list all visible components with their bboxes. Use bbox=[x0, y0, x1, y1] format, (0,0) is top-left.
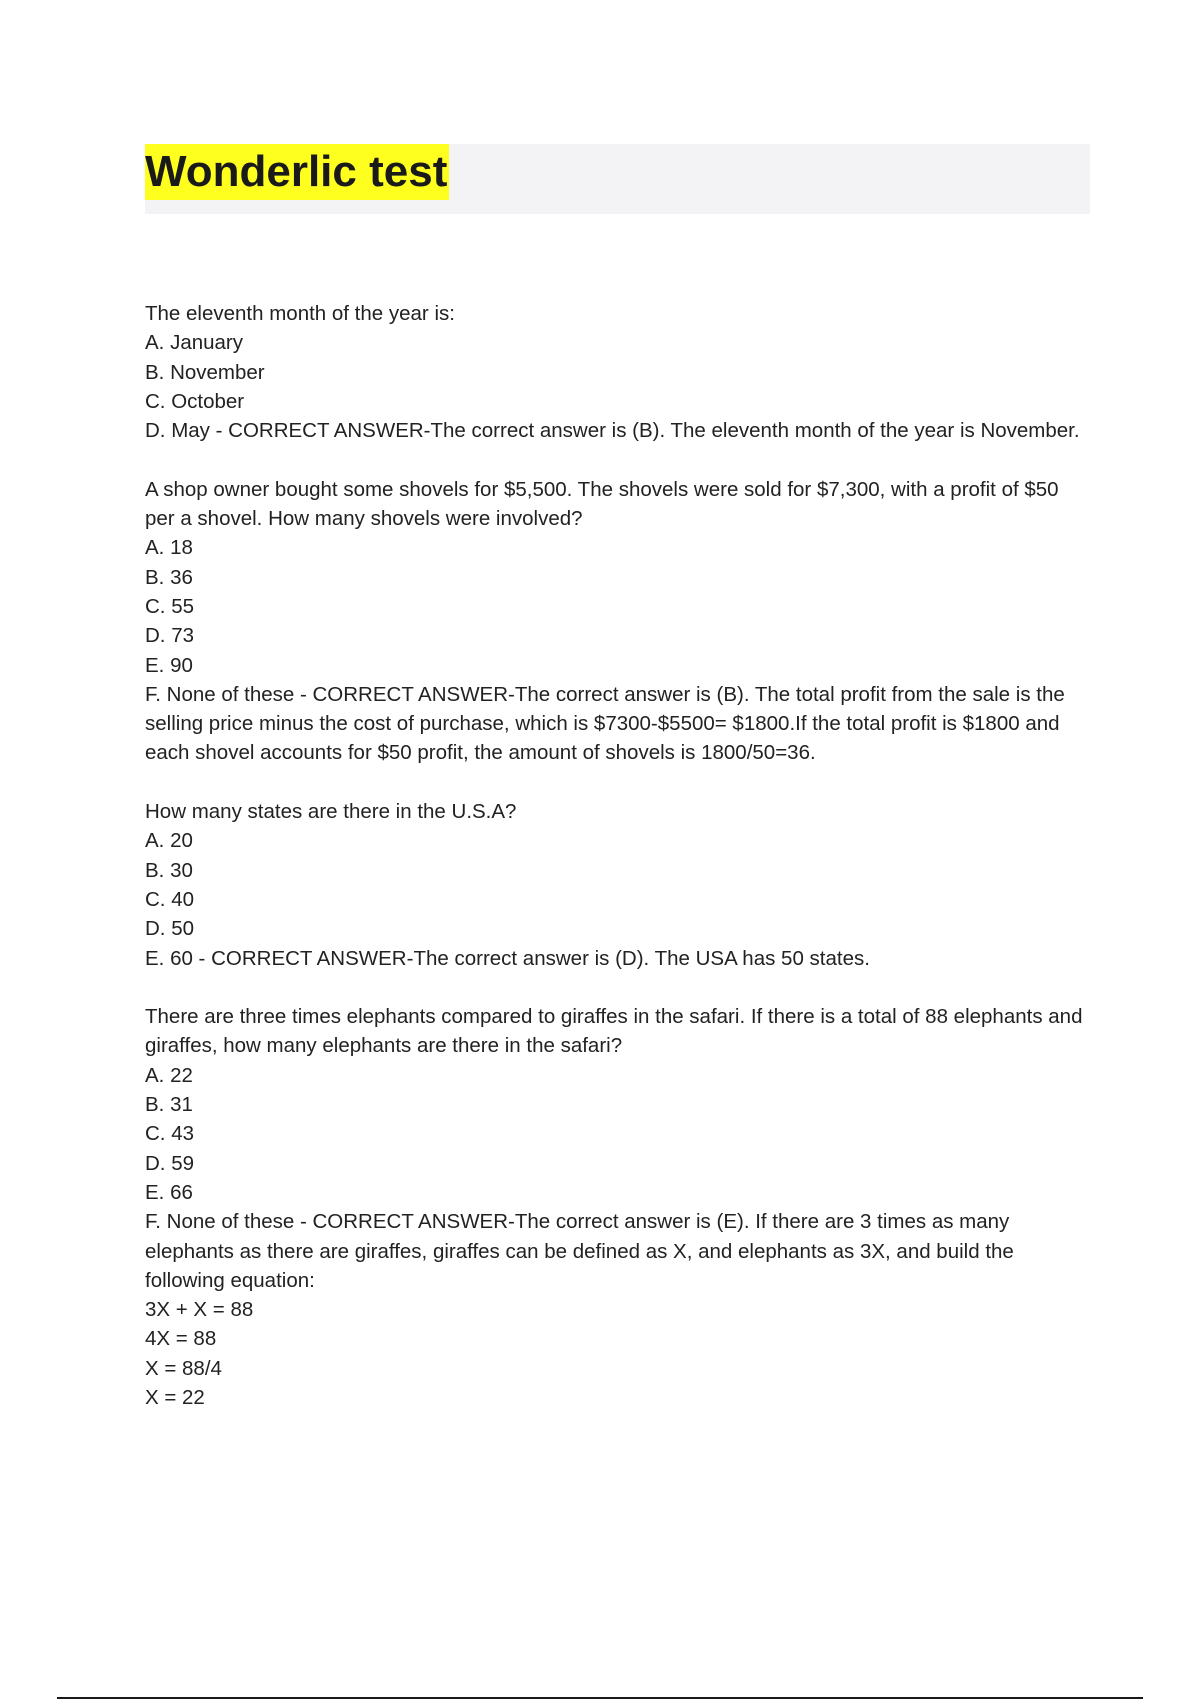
answer-option: B. 36 bbox=[145, 565, 193, 589]
question-1 bbox=[145, 299, 1090, 445]
answer-option: A. 18 bbox=[145, 536, 193, 560]
answer-option-with-explanation: F. None of these - CORRECT ANSWER-The correct answer is (E). If there are 3 times as many elephants as there are giraffes, giraffes can be defined as X, and elephants as 3X, and build the following equation: bbox=[145, 1210, 1020, 1292]
answer-option: D. 50 bbox=[145, 917, 194, 941]
answer-option: A. 20 bbox=[145, 829, 193, 853]
answer-option: A. 22 bbox=[145, 1063, 193, 1087]
equation-step: X = 88/4 bbox=[145, 1356, 222, 1380]
question-prompt: The eleventh month of the year is: bbox=[145, 302, 455, 325]
question-prompt: There are three times elephants compared to giraffes in the safari. If there is a total of 88 elephants and giraffes, how many elephants are there in the safari? bbox=[145, 1005, 1089, 1058]
answer-option: E. 90 bbox=[145, 653, 193, 677]
page-bottom-rule bbox=[57, 1697, 1143, 1699]
answer-option: C. 40 bbox=[145, 887, 194, 911]
answer-option: C. 55 bbox=[145, 594, 194, 618]
answer-option: D. 73 bbox=[145, 624, 194, 648]
answer-option: D. 59 bbox=[145, 1151, 194, 1175]
question-4 bbox=[145, 1002, 1090, 1412]
equation-step: 4X = 88 bbox=[145, 1327, 217, 1351]
question-list bbox=[145, 299, 1090, 1442]
answer-option-with-explanation: F. None of these - CORRECT ANSWER-The correct answer is (B). The total profit from the sale is the selling price minus the cost of purchase, which is $7300-$5500= $1800.If the total profit is $1800 and each shovel accounts for $50 profit, the amount of shovels is 1800/50=36. bbox=[145, 682, 1071, 765]
answer-option: A. January bbox=[145, 331, 243, 355]
answer-option-with-explanation: E. 60 - CORRECT ANSWER-The correct answer is (D). The USA has 50 states. bbox=[145, 946, 870, 970]
answer-option: B. 30 bbox=[145, 858, 193, 882]
answer-option: B. 31 bbox=[145, 1093, 193, 1117]
answer-option: C. October bbox=[145, 389, 245, 413]
question-prompt: How many states are there in the U.S.A? bbox=[145, 800, 517, 824]
question-3 bbox=[145, 797, 1090, 973]
question-prompt: A shop owner bought some shovels for $5,500. The shovels were sold for $7,300, with a profit of $50 per a shovel. How many shovels were involved? bbox=[145, 477, 1065, 531]
answer-option: E. 66 bbox=[145, 1180, 193, 1204]
answer-option-with-explanation: D. May - CORRECT ANSWER-The correct answer is (B). The eleventh month of the year is November. bbox=[145, 419, 1080, 443]
equation-step: 3X + X = 88 bbox=[145, 1298, 254, 1322]
answer-option: B. November bbox=[145, 360, 265, 384]
question-2 bbox=[145, 475, 1090, 768]
equation-step: X = 22 bbox=[145, 1385, 205, 1409]
document-title: Wonderlic test bbox=[145, 144, 449, 200]
answer-option: C. 43 bbox=[145, 1122, 194, 1146]
